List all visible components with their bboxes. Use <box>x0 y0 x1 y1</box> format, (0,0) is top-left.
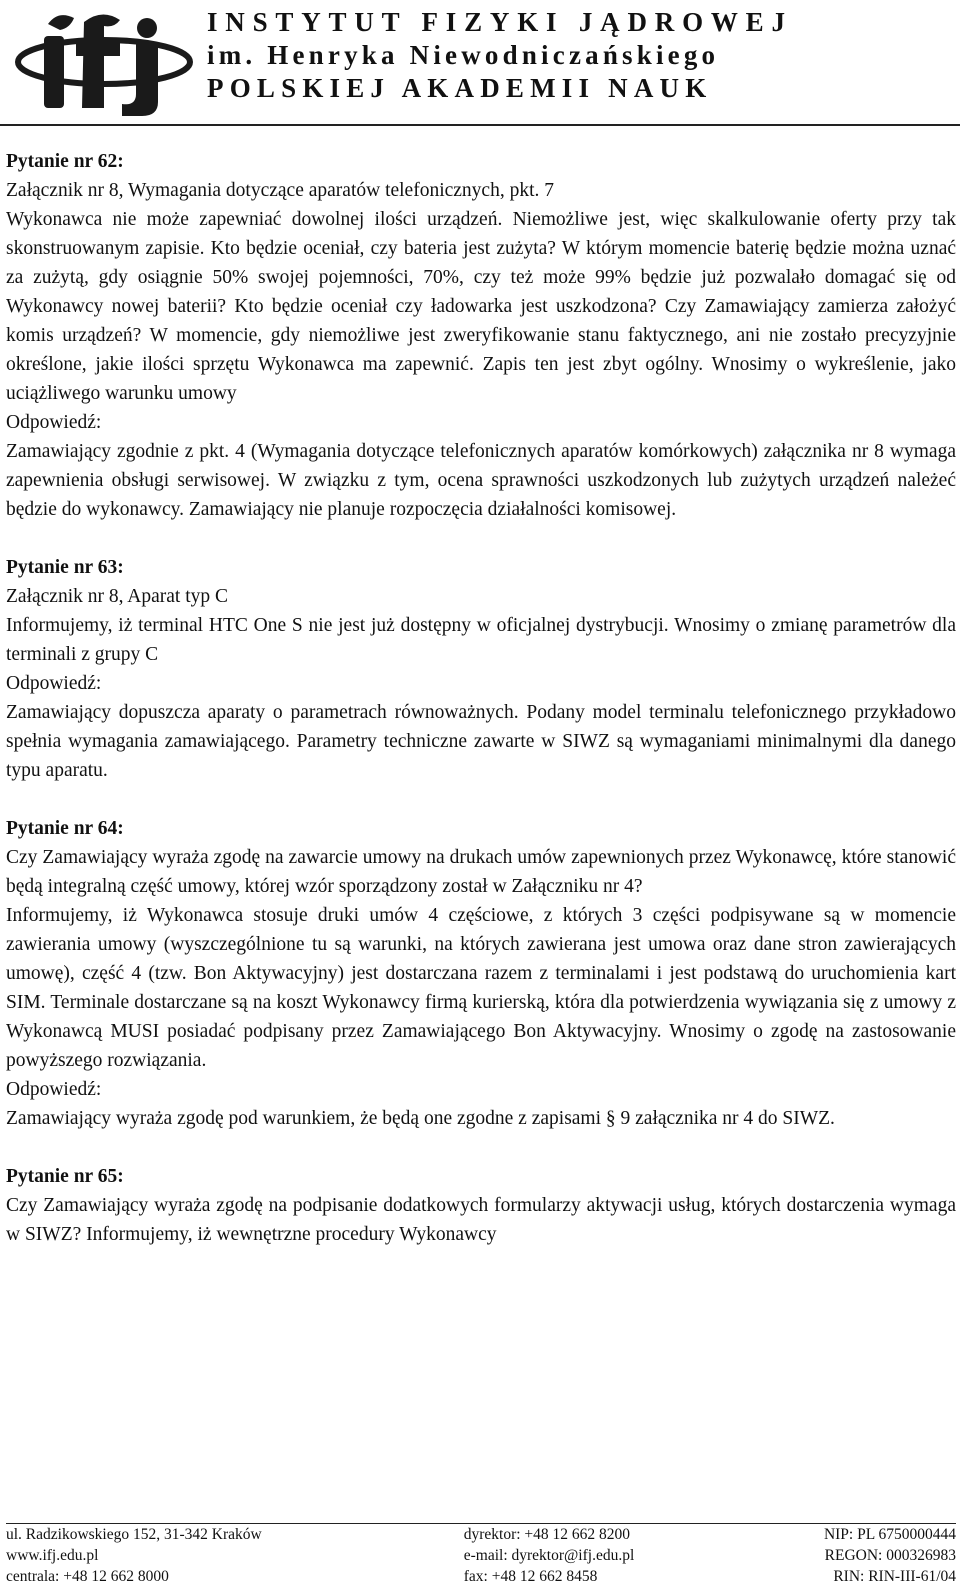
question-64 <box>6 814 956 1133</box>
answer-label: Odpowiedź: <box>6 673 102 694</box>
question-text: Czy Zamawiający wyraża zgodę na zawarcie umowy na drukach umów zapewnionych przez Wykonawcę, które stanowić będą integralną część umowy, której wzór sporządzony został w Załączniku nr 4? <box>6 847 956 897</box>
footer-director-phone: dyrektor: +48 12 662 8200 <box>463 1526 631 1543</box>
footer-phone: centrala: +48 12 662 8000 <box>6 1568 169 1585</box>
letterhead <box>0 0 960 124</box>
question-text: Czy Zamawiający wyraża zgodę na podpisanie dodatkowych formularzy aktywacji usług, których dostarczenia wymaga w SIWZ? Informujemy, iż wewnętrzne procedury Wykonawcy <box>6 1195 956 1245</box>
question-62 <box>6 147 956 524</box>
footer-fax: fax: +48 12 662 8458 <box>463 1568 598 1585</box>
answer-text: Zamawiający zgodnie z pkt. 4 (Wymagania dotyczące telefonicznych aparatów komórkowych) załącznika nr 8 wymaga zapewnienia obsługi serwisowej. W związku z tym, ocena sprawności uszkodzonych lub zużytych urządzeń należeć będzie do wykonawcy. Zamawiający nie planuje rozpoczęcia działalności komisowej. <box>6 441 956 520</box>
question-text: Informujemy, iż terminal HTC One S nie jest już dostępny w oficjalnej dystrybucji. Wnosimy o zmianę parametrów dla terminali z grupy C <box>6 615 956 665</box>
question-title: Pytanie nr 62: <box>6 151 124 172</box>
question-65 <box>6 1162 956 1249</box>
answer-text: Zamawiający wyraża zgodę pod warunkiem, że będą one zgodne z zapisami § 9 załącznika nr 4 do SIWZ. <box>6 1108 835 1129</box>
answer-label: Odpowiedź: <box>6 1079 102 1100</box>
footer-nip: NIP: PL 6750000444 <box>823 1526 956 1543</box>
question-text: Załącznik nr 8, Aparat typ C <box>6 586 229 607</box>
institute-name <box>207 6 947 105</box>
footer-regon: REGON: 000326983 <box>824 1547 956 1564</box>
question-title: Pytanie nr 64: <box>6 818 124 839</box>
question-text: Załącznik nr 8, Wymagania dotyczące aparatów telefonicznych, pkt. 7 <box>6 180 555 201</box>
footer-contact-column <box>6 1524 956 1587</box>
answer-text: Zamawiający dopuszcza aparaty o parametrach równoważnych. Podany model terminalu telefonicznego przykładowo spełnia wymagania zamawiającego. Parametry techniczne zawarte w SIWZ są wymaganiami minimalnymi dla danego typu aparatu. <box>6 702 956 781</box>
question-text: Informujemy, iż Wykonawca stosuje druki umów 4 częściowe, z których 3 części podpisywane są w momencie zawierania umowy (wyszczególnione tu są warunki, na których zawierana jest umowa oraz dane stron zawierających umowę), część 4 (tzw. Bon Aktywacyjny) jest dostarczana razem z terminalami i jest podstawą do uruchomienia kart SIM. Terminale dostarczane są na koszt Wykonawcy firmą kurierską, która dla potwierdzenia wywiązania się z umowy z Wykonawcą MUSI posiadać podpisany przez Zamawiającego Bon Aktywacyjny. Wnosimy o zgodę na zastosowanie powyższego rozwiązania. <box>6 905 956 1071</box>
question-text: Wykonawca nie może zapewniać dowolnej ilości urządzeń. Niemożliwe jest, więc skalkulowanie oferty przy tak skonstruowanym zapisie. Kto będzie oceniał, czy bateria jest zużyta? W którym momencie baterię będzie można uznać za zużytą, gdy osiągnie 50% swojej pojemności, 70%, czy też może 99% będzie już pozwalało domagać się od Wykonawcy nowej baterii? Kto będzie oceniał czy ładowarka jest uszkodzona? Czy Zamawiający zamierza założyć komis urządzeń? W momencie, gdy niemożliwe jest zweryfikowanie stanu faktycznego, ani nie zostało precyzyjnie określone, jakie ilości sprzętu Wykonawca ma zapewnić. Zapis ten jest zbyt ogólny. Wnosimy o wykreślenie, jako uciążliwego warunku umowy <box>6 209 956 404</box>
ifj-logo <box>14 4 194 116</box>
footer-rin: RIN: RIN-III-61/04 <box>833 1568 956 1585</box>
question-63 <box>6 553 956 785</box>
answer-label: Odpowiedź: <box>6 412 102 433</box>
footer-website-link[interactable]: www.ifj.edu.pl <box>6 1547 99 1564</box>
institute-line-2: im. Henryka Niewodniczańskiego <box>207 40 720 70</box>
question-title: Pytanie nr 63: <box>6 557 124 578</box>
header-divider <box>0 124 960 126</box>
institute-line-1: INSTYTUT FIZYKI JĄDROWEJ <box>207 7 793 37</box>
institute-line-3: POLSKIEJ AKADEMII NAUK <box>207 73 713 103</box>
footer-email-link[interactable]: e-mail: dyrektor@ifj.edu.pl <box>463 1547 635 1564</box>
document-body <box>6 147 956 1278</box>
footer-registry-column <box>824 1524 956 1587</box>
footer-address: ul. Radzikowskiego 152, 31-342 Kraków <box>6 1526 262 1543</box>
question-title: Pytanie nr 65: <box>6 1166 124 1187</box>
